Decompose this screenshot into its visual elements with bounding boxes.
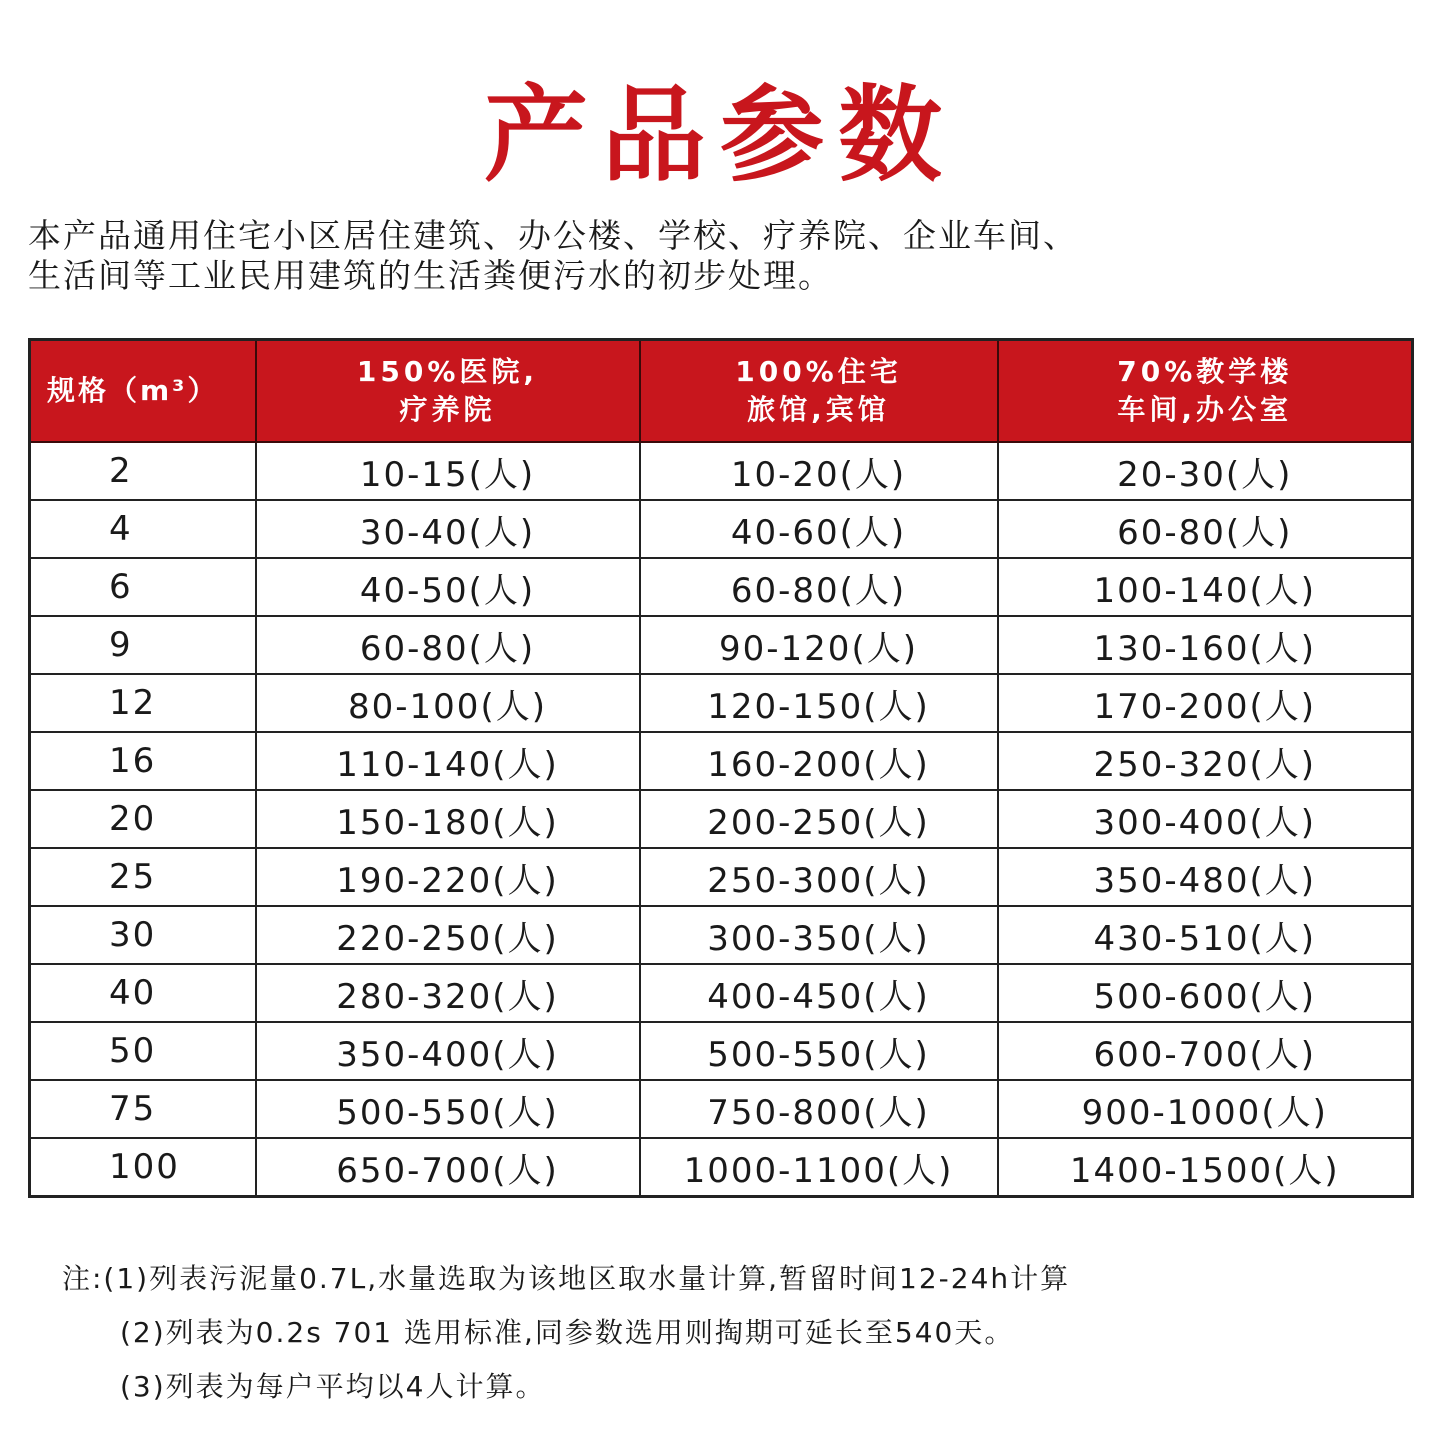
cell-residential: 200-250(人) [640,790,998,848]
note-2: (2)列表为0.2s 701 选用标准,同参数选用则掏期可延长至540天。 [120,1316,1015,1349]
header-hospital [256,340,640,443]
cell-spec: 4 [30,500,256,558]
table-row [30,732,1413,790]
cell-spec: 30 [30,906,256,964]
cell-hospital: 10-15(人) [256,442,640,500]
table-row [30,848,1413,906]
cell-hospital: 150-180(人) [256,790,640,848]
intro-line-1: 本产品通用住宅小区居住建筑、办公楼、学校、疗养院、企业车间、 [28,216,1078,255]
cell-spec: 6 [30,558,256,616]
cell-school: 20-30(人) [998,442,1413,500]
cell-school: 430-510(人) [998,906,1413,964]
cell-spec: 25 [30,848,256,906]
table-row [30,500,1413,558]
header-school-line-1: 70%教学楼 [1117,355,1293,388]
header-hospital-line-2: 疗养院 [399,393,496,426]
cell-hospital: 220-250(人) [256,906,640,964]
cell-school: 1400-1500(人) [998,1138,1413,1197]
table-row [30,906,1413,964]
cell-spec: 40 [30,964,256,1022]
header-spec-label: 规格（m³） [47,374,219,407]
cell-hospital: 110-140(人) [256,732,640,790]
cell-school: 900-1000(人) [998,1080,1413,1138]
cell-school: 600-700(人) [998,1022,1413,1080]
header-residential-line-2: 旅馆,宾馆 [747,393,890,426]
cell-residential: 120-150(人) [640,674,998,732]
cell-spec: 50 [30,1022,256,1080]
intro-line-2: 生活间等工业民用建筑的生活粪便污水的初步处理。 [28,256,833,295]
cell-hospital: 30-40(人) [256,500,640,558]
cell-school: 500-600(人) [998,964,1413,1022]
table-row [30,674,1413,732]
cell-hospital: 650-700(人) [256,1138,640,1197]
cell-residential: 300-350(人) [640,906,998,964]
cell-residential: 1000-1100(人) [640,1138,998,1197]
cell-residential: 250-300(人) [640,848,998,906]
header-school-line-2: 车间,办公室 [1117,393,1293,426]
cell-hospital: 190-220(人) [256,848,640,906]
table-row [30,1080,1413,1138]
cell-school: 130-160(人) [998,616,1413,674]
cell-residential: 500-550(人) [640,1022,998,1080]
cell-hospital: 350-400(人) [256,1022,640,1080]
cell-residential: 10-20(人) [640,442,998,500]
table-row [30,442,1413,500]
cell-school: 300-400(人) [998,790,1413,848]
cell-spec: 20 [30,790,256,848]
cell-spec: 75 [30,1080,256,1138]
cell-residential: 60-80(人) [640,558,998,616]
cell-hospital: 500-550(人) [256,1080,640,1138]
note-1: 注:(1)列表污泥量0.7L,水量选取为该地区取水量计算,暂留时间12-24h计算 [62,1262,1071,1295]
header-spec [30,340,256,443]
page-title: 产品参数 [483,74,956,196]
cell-hospital: 80-100(人) [256,674,640,732]
cell-school: 170-200(人) [998,674,1413,732]
cell-school: 100-140(人) [998,558,1413,616]
cell-residential: 160-200(人) [640,732,998,790]
cell-hospital: 40-50(人) [256,558,640,616]
notes [62,1252,1422,1414]
intro-text [28,216,1418,296]
cell-spec: 9 [30,616,256,674]
table-row [30,558,1413,616]
cell-hospital: 280-320(人) [256,964,640,1022]
cell-spec: 12 [30,674,256,732]
header-hospital-line-1: 150%医院, [356,355,539,388]
cell-school: 250-320(人) [998,732,1413,790]
note-3: (3)列表为每户平均以4人计算。 [120,1370,546,1403]
cell-residential: 90-120(人) [640,616,998,674]
cell-school: 350-480(人) [998,848,1413,906]
table-row [30,1138,1413,1197]
table-row [30,1022,1413,1080]
header-residential-line-1: 100%住宅 [735,355,902,388]
cell-hospital: 60-80(人) [256,616,640,674]
header-school [998,340,1413,443]
table-row [30,616,1413,674]
cell-residential: 400-450(人) [640,964,998,1022]
table-row [30,790,1413,848]
cell-residential: 750-800(人) [640,1080,998,1138]
header-residential [640,340,998,443]
table-header-row [30,340,1413,443]
table-row [30,964,1413,1022]
cell-spec: 16 [30,732,256,790]
spec-table [28,338,1414,1198]
cell-spec: 100 [30,1138,256,1197]
cell-school: 60-80(人) [998,500,1413,558]
cell-residential: 40-60(人) [640,500,998,558]
cell-spec: 2 [30,442,256,500]
